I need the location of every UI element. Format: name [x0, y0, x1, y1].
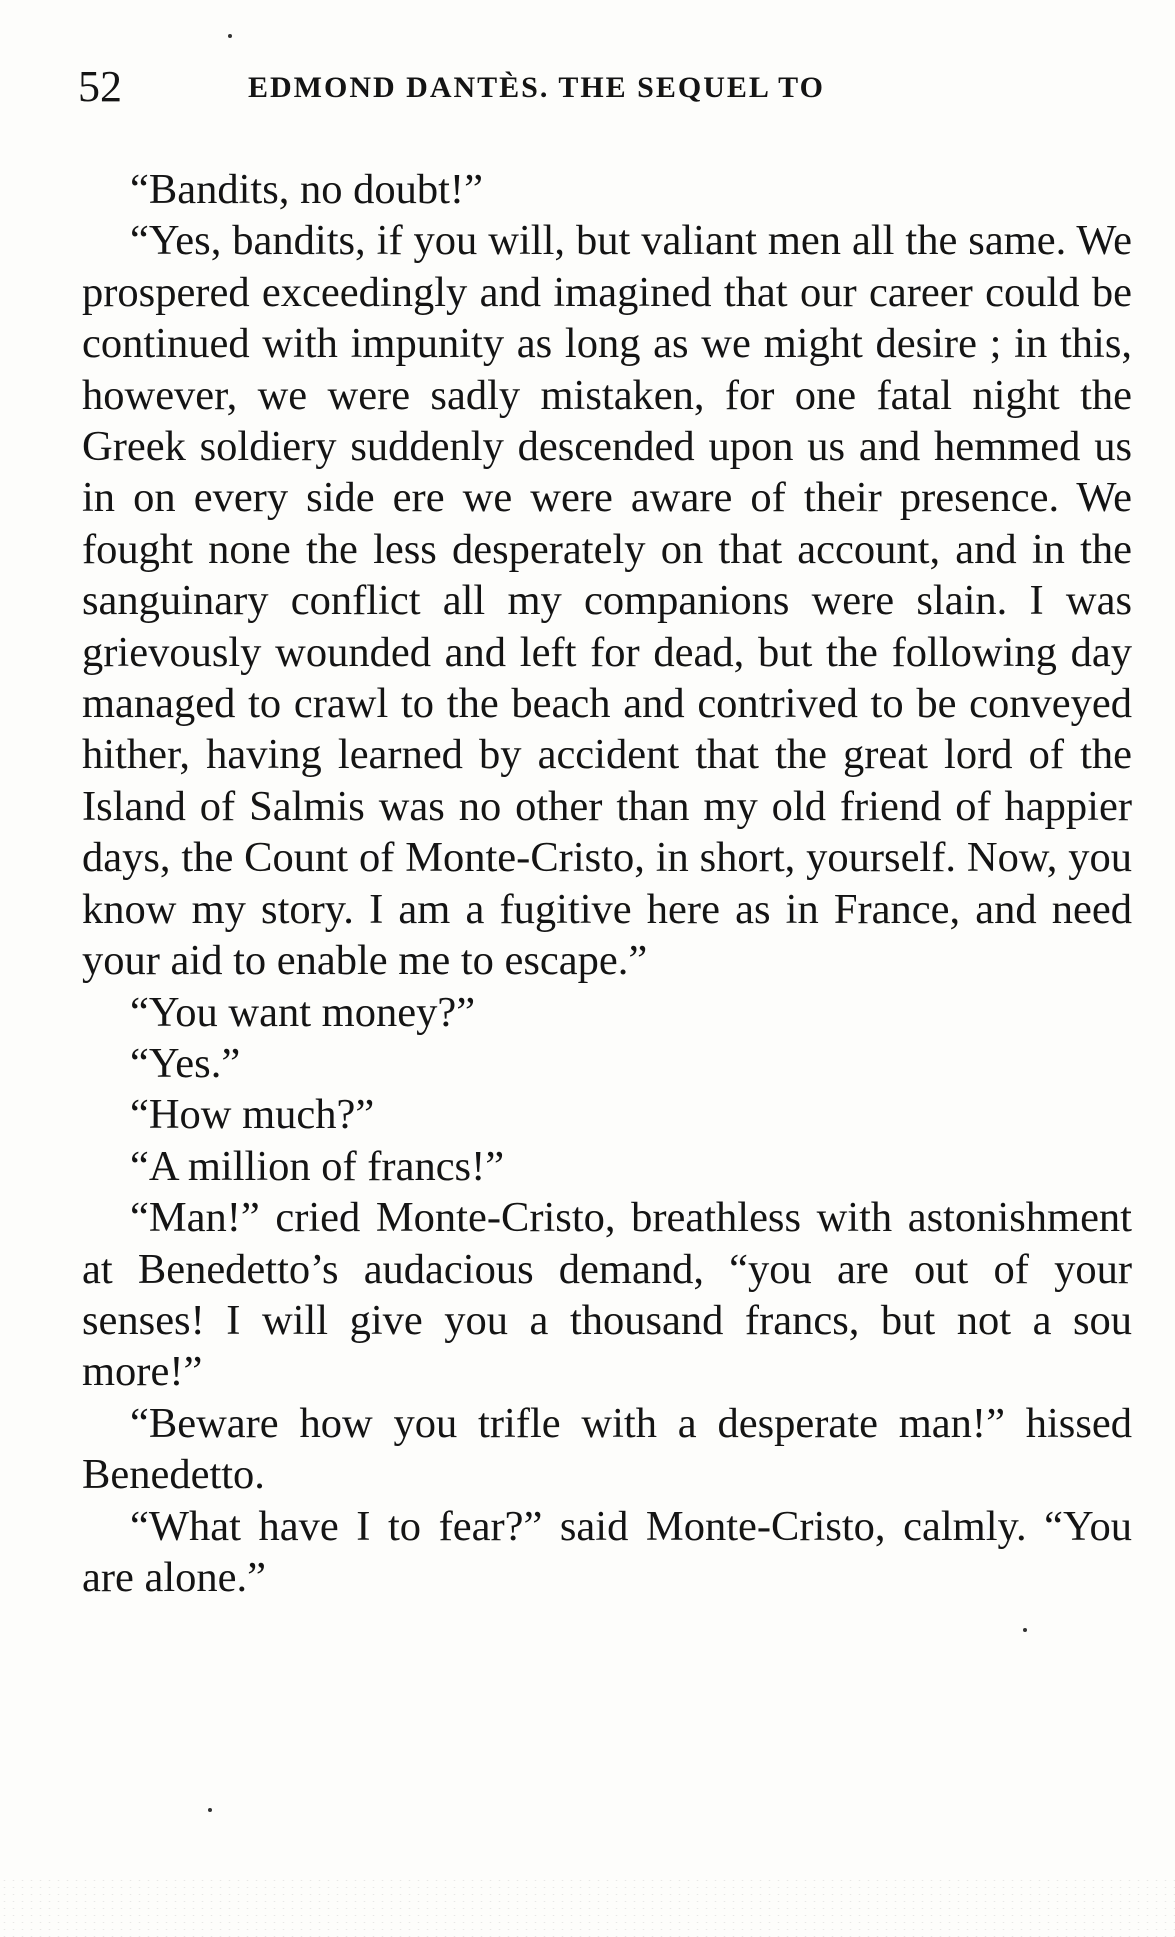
ink-speck: [228, 34, 232, 38]
paragraph: “A million of francs!”: [130, 1142, 505, 1190]
paper-grain: [0, 1877, 1175, 1937]
paragraph: “Yes.”: [130, 1039, 241, 1087]
paragraph: “Beware how you trifle with a desperate man!” hissed Benedetto.: [82, 1399, 1132, 1499]
paragraph: “You want money?”: [130, 988, 476, 1036]
running-title: EDMOND DANTÈS. THE SEQUEL TO: [248, 71, 825, 104]
ink-speck: [208, 1808, 212, 1812]
page-number: 52: [78, 62, 122, 111]
paragraph: “Bandits, no doubt!”: [130, 166, 483, 213]
body-text: [82, 164, 1132, 1603]
paragraph: “How much?”: [130, 1091, 375, 1139]
paragraph: “Man!” cried Monte-Cristo, breathless with astonishment at Benedetto’s audacious demand, “you are out of your senses! I will give you a thousand francs, but not a sou more!”: [82, 1194, 1132, 1396]
running-head: [78, 62, 1138, 112]
ink-speck: [1023, 1628, 1027, 1632]
paragraph: “What have I to fear?” said Monte-Cristo, calmly. “You are alone.”: [82, 1502, 1132, 1601]
paragraph: “Yes, bandits, if you will, but valiant men all the same. We prospered exceedingly and imagined that our career could be continued with impunity as long as we might desire ; in this, however, we were sadly mistaken, for one fatal night the Greek soldiery suddenly descended upon us and hemmed us in on every side ere we were aware of their presence. We fought none the less desperately on that account, and in the sanguinary conflict all my companions were slain. I was grievously wounded and left for dead, but the following day managed to crawl to the beach and contrived to be conveyed hither, having learned by accident that the great lord of the Island of Salmis was no other than my old friend of happier days, the Count of Monte-Cristo, in short, yourself. Now, you know my story. I am a fugitive here as in France, and need your aid to enable me to escape.”: [82, 217, 1132, 985]
